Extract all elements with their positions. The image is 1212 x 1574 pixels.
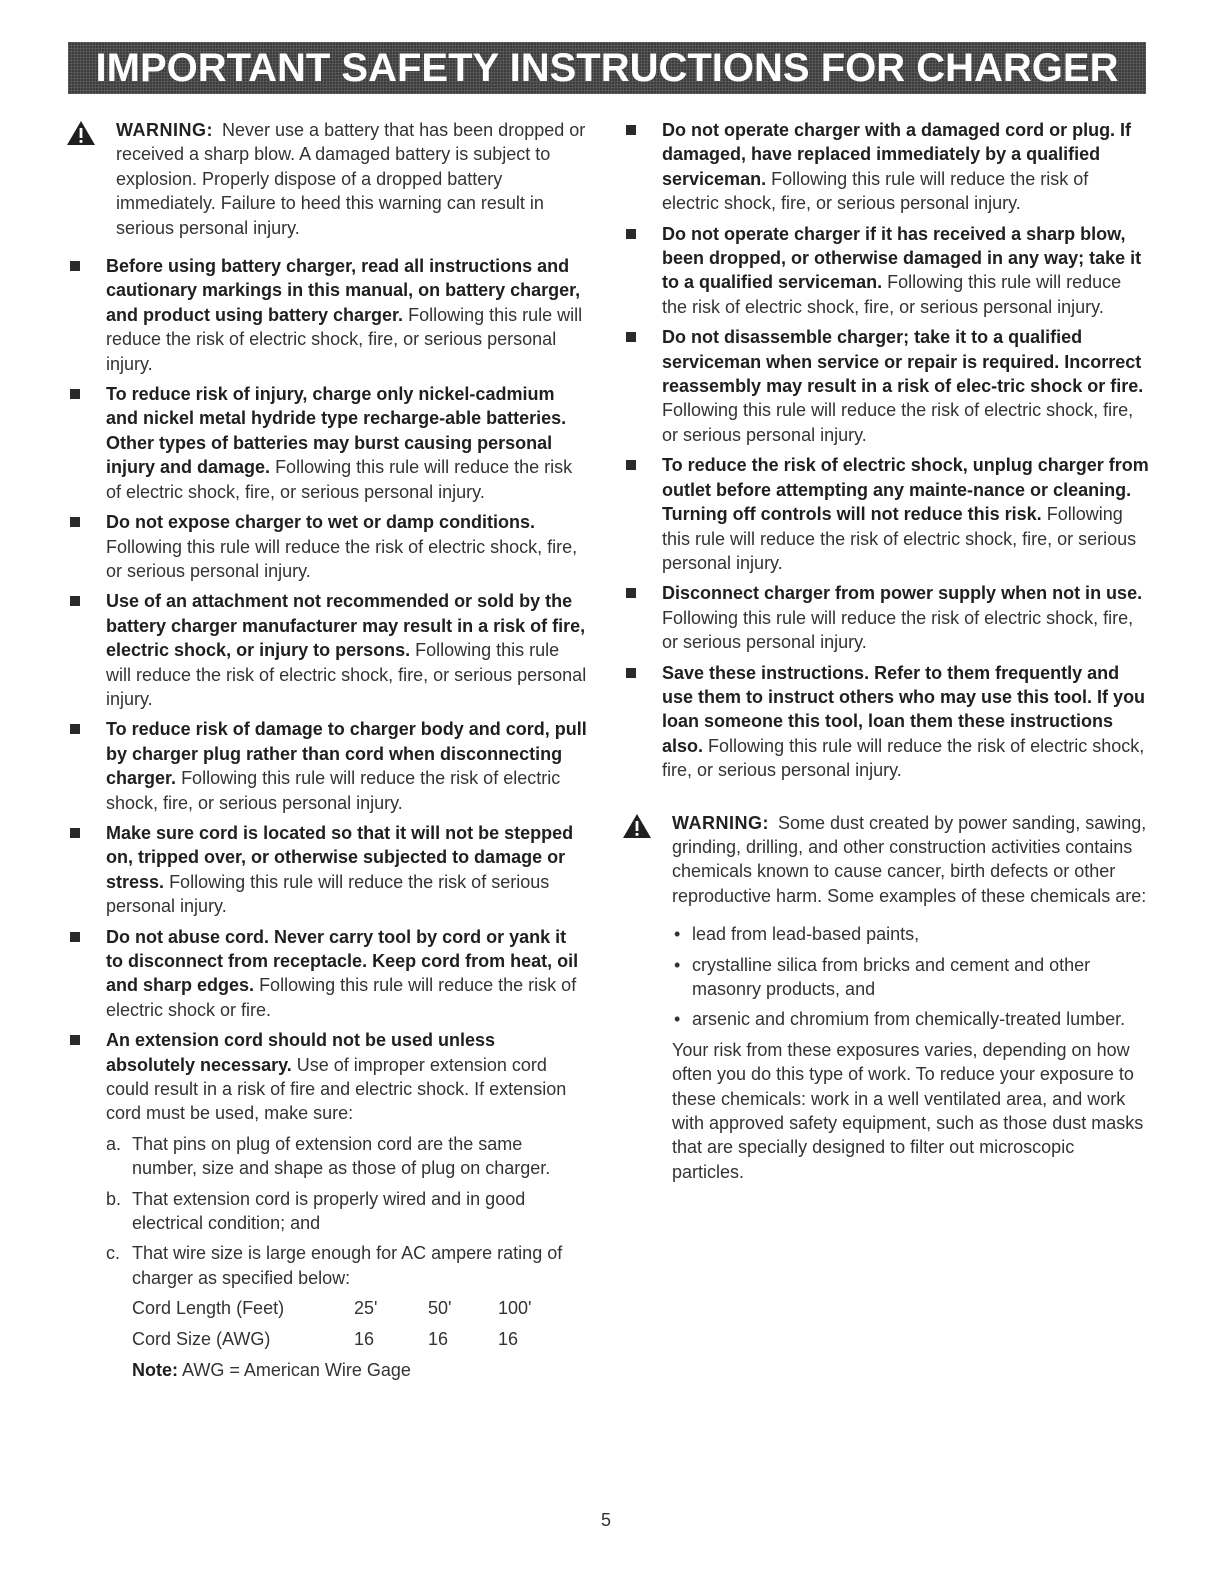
square-bullet-icon — [626, 588, 636, 598]
item-text: crystalline silica from bricks and cement and other masonry products, and — [692, 954, 1091, 999]
item-text: Following this rule will reduce the risk of electric shock, fire, or serious personal injury. — [662, 400, 1134, 445]
square-bullet-icon — [626, 460, 636, 470]
table-cell: 25' — [354, 1298, 378, 1319]
square-bullet-icon — [70, 932, 80, 942]
item-bold: To reduce risk of injury, charge only nickel-cadmium and nickel metal hydride type recharge-able batteries. Other types of batteries may burst causing personal injury and damage. — [106, 384, 567, 478]
item-text: Following this rule will reduce the risk of serious personal injury. — [106, 871, 550, 917]
sub-text: That pins on plug of extension cord are the same number, size and shape as those of plug on charger. — [132, 1133, 551, 1179]
item-bold: An extension cord should not be used unless absolutely necessary. — [106, 1030, 496, 1075]
item-text: Use of improper extension cord could result in a risk of fire and electric shock. If extension cord must be used, make sure: — [106, 1054, 567, 1124]
exposure-paragraph: Your risk from these exposures varies, depending on how often you do this type of work. To reduce your exposure to these chemicals: work in a well ventilated area, and work with approved safety equipment, such as those dust masks that are specially designed to filter out microscopic particles. — [672, 1039, 1144, 1182]
item-text: arsenic and chromium from chemically-treated lumber. — [692, 1009, 1126, 1030]
battery-warning — [66, 118, 588, 240]
list-item — [66, 382, 588, 504]
list-item — [66, 510, 588, 583]
warning-text: Some dust created by power sanding, sawing, grinding, drilling, and other construction activities contains chemicals known to cause cancer, birth defects or other reproductive harm. Some examples of these chemicals are: — [672, 812, 1147, 906]
item-bold: To reduce risk of damage to charger body and cord, pull by charger plug rather than cord when disconnecting charger. — [106, 719, 587, 789]
item-bold: Do not operate charger if it has received a sharp blow, been dropped, or otherwise damaged in any way; take it to a qualified serviceman. — [662, 223, 1142, 293]
table-row — [132, 1327, 558, 1358]
note-text: AWG = American Wire Gage — [182, 1360, 411, 1381]
list-item — [622, 453, 1150, 575]
list-item — [66, 717, 588, 815]
list-item — [622, 581, 1150, 654]
square-bullet-icon — [626, 668, 636, 678]
table-cell: 50' — [428, 1298, 452, 1319]
warning-text: Never use a battery that has been dropped or received a sharp blow. A damaged battery is subject to explosion. Properly dispose of a dropped battery immediately. Failure to heed this warning can result in serious personal injury. — [116, 120, 586, 238]
page-title: IMPORTANT SAFETY INSTRUCTIONS FOR CHARGER — [95, 45, 1119, 90]
table-cell: Cord Length (Feet) — [132, 1298, 285, 1319]
sub-item — [106, 1187, 588, 1236]
item-bold: Disconnect charger from power supply when not in use. — [662, 583, 1143, 604]
sub-letter: b. — [106, 1188, 122, 1209]
cord-size-table — [132, 1296, 558, 1358]
item-text: Following this rule will reduce the risk of electric shock, fire, or serious personal injury. — [662, 607, 1134, 653]
item-text: Following this rule will reduce the risk of electric shock, fire, or serious personal injury. — [662, 504, 1137, 573]
awg-note — [66, 1358, 588, 1382]
table-cell: Cord Size (AWG) — [132, 1329, 271, 1350]
sub-item — [106, 1241, 588, 1290]
list-item — [66, 925, 588, 1023]
left-column — [66, 118, 588, 1383]
square-bullet-icon — [70, 389, 80, 399]
list-item — [622, 661, 1150, 783]
right-column — [622, 118, 1150, 1184]
warning-label: WARNING: — [116, 120, 213, 140]
item-bold: Do not operate charger with a damaged cord or plug. If damaged, have replaced immediately by a qualified serviceman. — [662, 120, 1132, 189]
square-bullet-icon — [70, 724, 80, 734]
item-text: Following this rule will reduce the risk of electric shock, fire, or serious personal injury. — [106, 768, 561, 813]
item-bold: To reduce the risk of electric shock, unplug charger from outlet before attempting any mainte-nance or cleaning. Turning off controls will not reduce this risk. — [662, 455, 1149, 525]
note-label: Note: — [132, 1360, 178, 1381]
item-text: Following this rule will reduce the risk of electric shock, fire, or serious personal injury. — [106, 640, 587, 709]
sub-letter: c. — [106, 1243, 121, 1264]
item-text: Following this rule will reduce the risk of electric shock or fire. — [106, 975, 577, 1020]
item-bold: Do not disassemble charger; take it to a qualified serviceman when service or repair is required. Incorrect reassembly may result in a risk of elec-tric shock or fire. — [662, 327, 1144, 397]
table-cell: 16 — [354, 1329, 375, 1350]
item-bold: Do not abuse cord. Never carry tool by cord or yank it to disconnect from receptacle. Keep cord from heat, oil and sharp edges. — [106, 926, 579, 996]
list-item — [66, 254, 588, 376]
item-bold: Do not expose charger to wet or damp conditions. — [106, 512, 536, 533]
item-text: Following this rule will reduce the risk of electric shock, fire, or serious personal injury. — [662, 272, 1122, 317]
item-bold: Use of an attachment not recommended or sold by the battery charger manufacturer may result in a risk of fire, electric shock, or injury to persons. — [106, 591, 586, 661]
warning-triangle-icon — [622, 813, 652, 839]
item-bold: Save these instructions. Refer to them frequently and use them to instruct others who may use this tool. If you loan someone this tool, loan them these instructions also. — [662, 662, 1146, 756]
item-text: Following this rule will reduce the risk of electric shock, fire, or serious personal injury. — [106, 304, 583, 374]
square-bullet-icon — [70, 1035, 80, 1045]
dot-bullet-icon: • — [674, 954, 681, 975]
list-item — [672, 953, 1150, 1002]
list-item — [622, 325, 1150, 447]
item-text: lead from lead-based paints, — [692, 924, 920, 945]
list-item — [622, 118, 1150, 216]
square-bullet-icon — [626, 125, 636, 135]
table-cell: 16 — [498, 1329, 519, 1350]
list-item — [66, 821, 588, 919]
square-bullet-icon — [626, 332, 636, 342]
square-bullet-icon — [70, 596, 80, 606]
sub-item — [106, 1132, 588, 1181]
sub-text: That extension cord is properly wired and in good electrical condition; and — [132, 1188, 526, 1234]
item-text: Following this rule will reduce the risk of electric shock, fire, or serious personal injury. — [106, 457, 573, 502]
item-bold: Before using battery charger, read all instructions and cautionary markings in this manual, on battery charger, and product using battery charger. — [106, 256, 581, 325]
table-cell: 100' — [498, 1298, 532, 1319]
extension-cord-requirements — [66, 1132, 588, 1290]
item-text: Following this rule will reduce the risk of electric shock, fire, or serious personal injury. — [662, 168, 1089, 214]
list-item — [672, 1007, 1150, 1031]
table-row — [132, 1296, 558, 1327]
page-number: 5 — [600, 1510, 611, 1530]
dot-bullet-icon: • — [674, 1009, 681, 1030]
sub-text: That wire size is large enough for AC ampere rating of charger as specified below: — [132, 1243, 563, 1288]
list-item — [622, 222, 1150, 320]
warning-label: WARNING: — [672, 812, 769, 833]
list-item — [66, 589, 588, 711]
header-banner — [68, 42, 1146, 94]
square-bullet-icon — [626, 229, 636, 239]
item-text: Following this rule will reduce the risk of electric shock, fire, or serious personal injury. — [662, 735, 1145, 781]
square-bullet-icon — [70, 517, 80, 527]
chemical-examples-list — [622, 922, 1150, 1032]
sub-letter: a. — [106, 1133, 122, 1154]
square-bullet-icon — [70, 828, 80, 838]
square-bullet-icon — [70, 261, 80, 271]
dust-warning — [622, 811, 1150, 909]
list-item — [672, 922, 1150, 946]
item-bold: Make sure cord is located so that it will not be stepped on, tripped over, or otherwise subjected to damage or stress. — [106, 822, 574, 892]
table-cell: 16 — [428, 1329, 449, 1350]
item-text: Following this rule will reduce the risk of electric shock, fire, or serious personal injury. — [106, 536, 578, 581]
dot-bullet-icon: • — [674, 924, 681, 945]
list-item — [66, 1028, 588, 1126]
warning-triangle-icon — [66, 120, 96, 146]
